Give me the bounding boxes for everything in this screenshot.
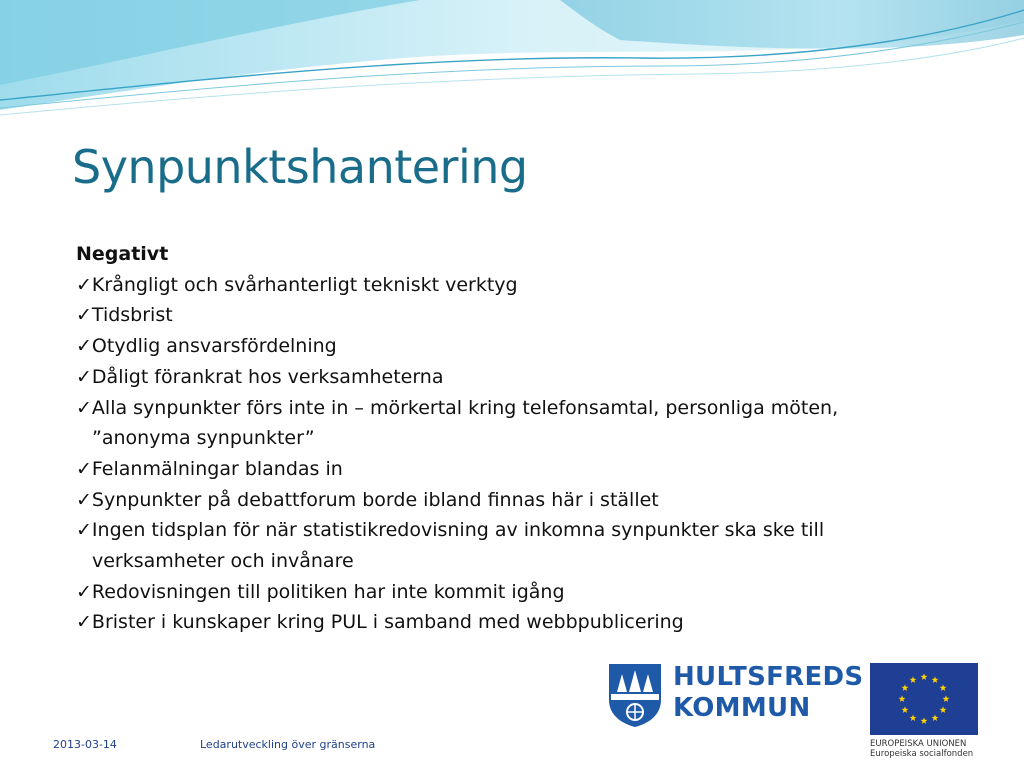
bullet-item <box>76 331 976 362</box>
kommun-shield-icon <box>607 662 663 728</box>
checkmark-icon: ✓ <box>76 335 92 358</box>
checkmark-icon: ✓ <box>76 457 92 480</box>
bullet-text: Krångligt och svårhanterligt tekniskt verktyg <box>91 273 518 296</box>
bullet-text: Tidsbrist <box>91 304 173 327</box>
bullet-text: Synpunkter på debattforum borde ibland finnas här i stället <box>91 488 659 511</box>
bullet-item <box>76 607 976 638</box>
eu-caption-line1: EUROPEISKA UNIONEN <box>870 739 967 749</box>
bullet-list <box>76 270 976 638</box>
eu-caption-line2: Europeiska socialfonden <box>870 749 974 759</box>
checkmark-icon: ✓ <box>76 273 92 296</box>
bullet-item <box>76 362 976 393</box>
slide-title: Synpunktshantering <box>72 140 528 194</box>
eu-caption <box>870 739 973 759</box>
eu-flag-icon <box>870 663 978 735</box>
bullet-item <box>76 577 976 608</box>
hultsfreds-kommun-logo <box>607 662 864 730</box>
section-heading: Negativt <box>76 243 169 265</box>
kommun-name-line2: KOMMUN <box>673 693 811 723</box>
bullet-item <box>76 270 976 301</box>
bullet-item <box>76 393 976 424</box>
kommun-name <box>673 662 863 724</box>
header-wave-decoration <box>0 0 1024 120</box>
bullet-item <box>76 300 976 331</box>
bullet-text: Ingen tidsplan för när statistikredovisning av inkomna synpunkter ska ske till <box>91 519 825 542</box>
checkmark-icon: ✓ <box>76 304 92 327</box>
checkmark-icon: ✓ <box>76 611 92 634</box>
bullet-continuation: verksamheter och invånare <box>92 550 354 573</box>
bullet-item <box>76 515 976 546</box>
checkmark-icon: ✓ <box>76 365 92 388</box>
checkmark-icon: ✓ <box>76 488 92 511</box>
footer-date: 2013-03-14 <box>53 738 117 751</box>
bullet-text: Felanmälningar blandas in <box>91 457 343 480</box>
checkmark-icon: ✓ <box>76 519 92 542</box>
bullet-text: Otydlig ansvarsfördelning <box>91 335 337 358</box>
checkmark-icon: ✓ <box>76 580 92 603</box>
slide-content <box>76 239 976 638</box>
bullet-text: Redovisningen till politiken har inte kommit igång <box>91 580 565 603</box>
bullet-text: Dåligt förankrat hos verksamheterna <box>91 365 444 388</box>
bullet-continuation: ”anonyma synpunkter” <box>92 427 315 450</box>
bullet-text: Alla synpunkter förs inte in – mörkertal kring telefonsamtal, personliga möten, <box>91 396 839 419</box>
bullet-item <box>76 485 976 516</box>
checkmark-icon: ✓ <box>76 396 92 419</box>
kommun-name-line1: HULTSFREDS <box>673 662 864 692</box>
bullet-text: Brister i kunskaper kring PUL i samband med webbpublicering <box>91 611 684 634</box>
footer-text: Ledarutveckling över gränserna <box>200 738 376 751</box>
bullet-item <box>76 454 976 485</box>
